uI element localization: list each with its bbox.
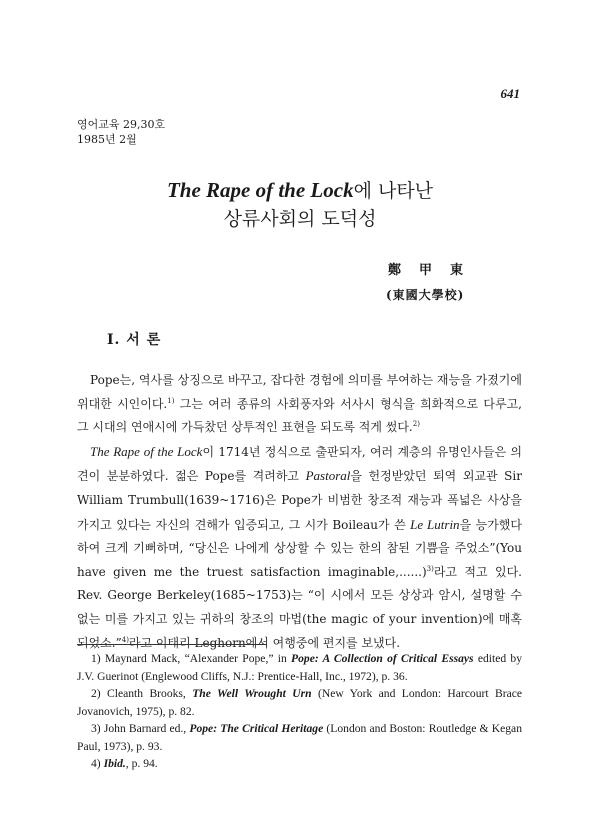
footnote-ref-2: 2) <box>412 420 420 429</box>
paragraph-2 <box>77 440 522 655</box>
article-title-line-1 <box>0 176 600 203</box>
footnote-3-b: (London and Boston: Routledge & Kegan Paul, 1973), p. 93. <box>77 722 522 753</box>
footnote-4 <box>77 755 522 773</box>
paragraph-2-text-d: 라고 적고 있다. Rev. George Berkeley(1685~1753)는 “이 시에서 모든 상상과 암시, 설명할 수 없는 미를 가지고 있는 귀하의 창조의 마법(the magic of your invention)에 매혹되었소.” <box>77 564 522 650</box>
footnote-4-b: , p. 94. <box>125 757 158 770</box>
footnote-1-a: 1) Maynard Mack, “Alexander Pope,” in <box>91 652 292 665</box>
footnote-ref-3: 3) <box>426 564 434 573</box>
author-affiliation: (東國大學校) <box>386 288 465 302</box>
journal-date: 1985년 2월 <box>77 133 137 146</box>
article-title-line-2 <box>0 204 600 231</box>
footnotes <box>77 650 522 773</box>
journal-issue: 영어교육 29,30호 <box>77 118 166 131</box>
footnote-2-b: (New York and London: Harcourt Brace Jovanovich, 1975), p. 82. <box>77 687 523 718</box>
footnote-3-title: Pope: The Critical Heritage <box>189 722 324 735</box>
work-pastoral: Pastoral <box>305 468 351 484</box>
journal-info <box>77 117 165 147</box>
footnote-3-a: 3) John Barnard ed., <box>91 722 190 735</box>
paragraph-2-text-a: 이 1714년 정식으로 출판되자, 여러 계층의 유명인사들은 의견이 분분하였다. 젊은 Pope를 격려하고 <box>77 444 522 484</box>
footnote-2-a: 2) Cleanth Brooks, <box>91 687 193 700</box>
footnote-1-b: edited by J.V. Guerinot (Englewood Cliffs, N.J.: Prentice-Hall, Inc., 1972), p. 36. <box>77 652 522 683</box>
section-heading: I. 서 론 <box>107 332 162 348</box>
paragraph-1-text-a: Pope는, 역사를 상징으로 바꾸고, 잡다한 경험에 의미를 부여하는 재능을 가졌기에 위대한 시인이다. <box>77 373 522 411</box>
footnote-ref-1: 1) <box>167 396 175 405</box>
paragraph-1 <box>77 369 522 440</box>
footnote-1-title: Pope: A Collection of Critical Essays <box>291 652 474 665</box>
paragraph-2-text-b: 을 헌정받았던 퇴역 외교관 Sir William Trumbull(1639~1716)은 Pope가 비범한 창조적 재능과 폭넓은 사상을 가지고 있다는 자신의 견해가 입증되고, 그 시가 Boileau가 쓴 <box>77 469 522 532</box>
footnote-divider <box>77 644 267 645</box>
paragraph-1-text-b: 그는 여러 종류의 사회풍자와 서사시 형식을 희화적으로 다루고, 그 시대의 연애시에 가득찼던 상투적인 표현을 되도록 적게 썼다. <box>77 396 522 435</box>
paragraph-2-text-c: 을 능가했다하여 크게 기뻐하며, “당신은 나에게 상상할 수 있는 한의 참된 기쁨을 주었소”(You have given me the truest satisfaction imaginable,......) <box>77 517 522 579</box>
article-title-korean-1: 에 나타난 <box>353 180 434 202</box>
footnote-3 <box>77 720 522 755</box>
page-number: 641 <box>500 86 520 101</box>
footnote-4-a: 4) <box>91 757 104 770</box>
footnote-2 <box>77 685 522 720</box>
work-le-lutrin: Le Lutrin <box>410 516 460 532</box>
body-text <box>77 369 522 655</box>
author-name: 鄭甲東 <box>388 263 482 278</box>
paragraph-2-text-e: 라고 이태리 Leghorn에서 여행중에 편지를 보냈다. <box>128 635 401 650</box>
footnote-2-title: The Well Wrought Urn <box>192 687 312 700</box>
footnote-1 <box>77 650 522 685</box>
work-title: The Rape of the Lock <box>90 443 203 459</box>
footnote-4-title: Ibid. <box>103 757 126 770</box>
article-title-korean-2: 상류사회의 도덕성 <box>223 208 377 230</box>
footnote-ref-4: 4) <box>121 635 129 644</box>
article-title-english: The Rape of the Lock <box>166 178 354 202</box>
